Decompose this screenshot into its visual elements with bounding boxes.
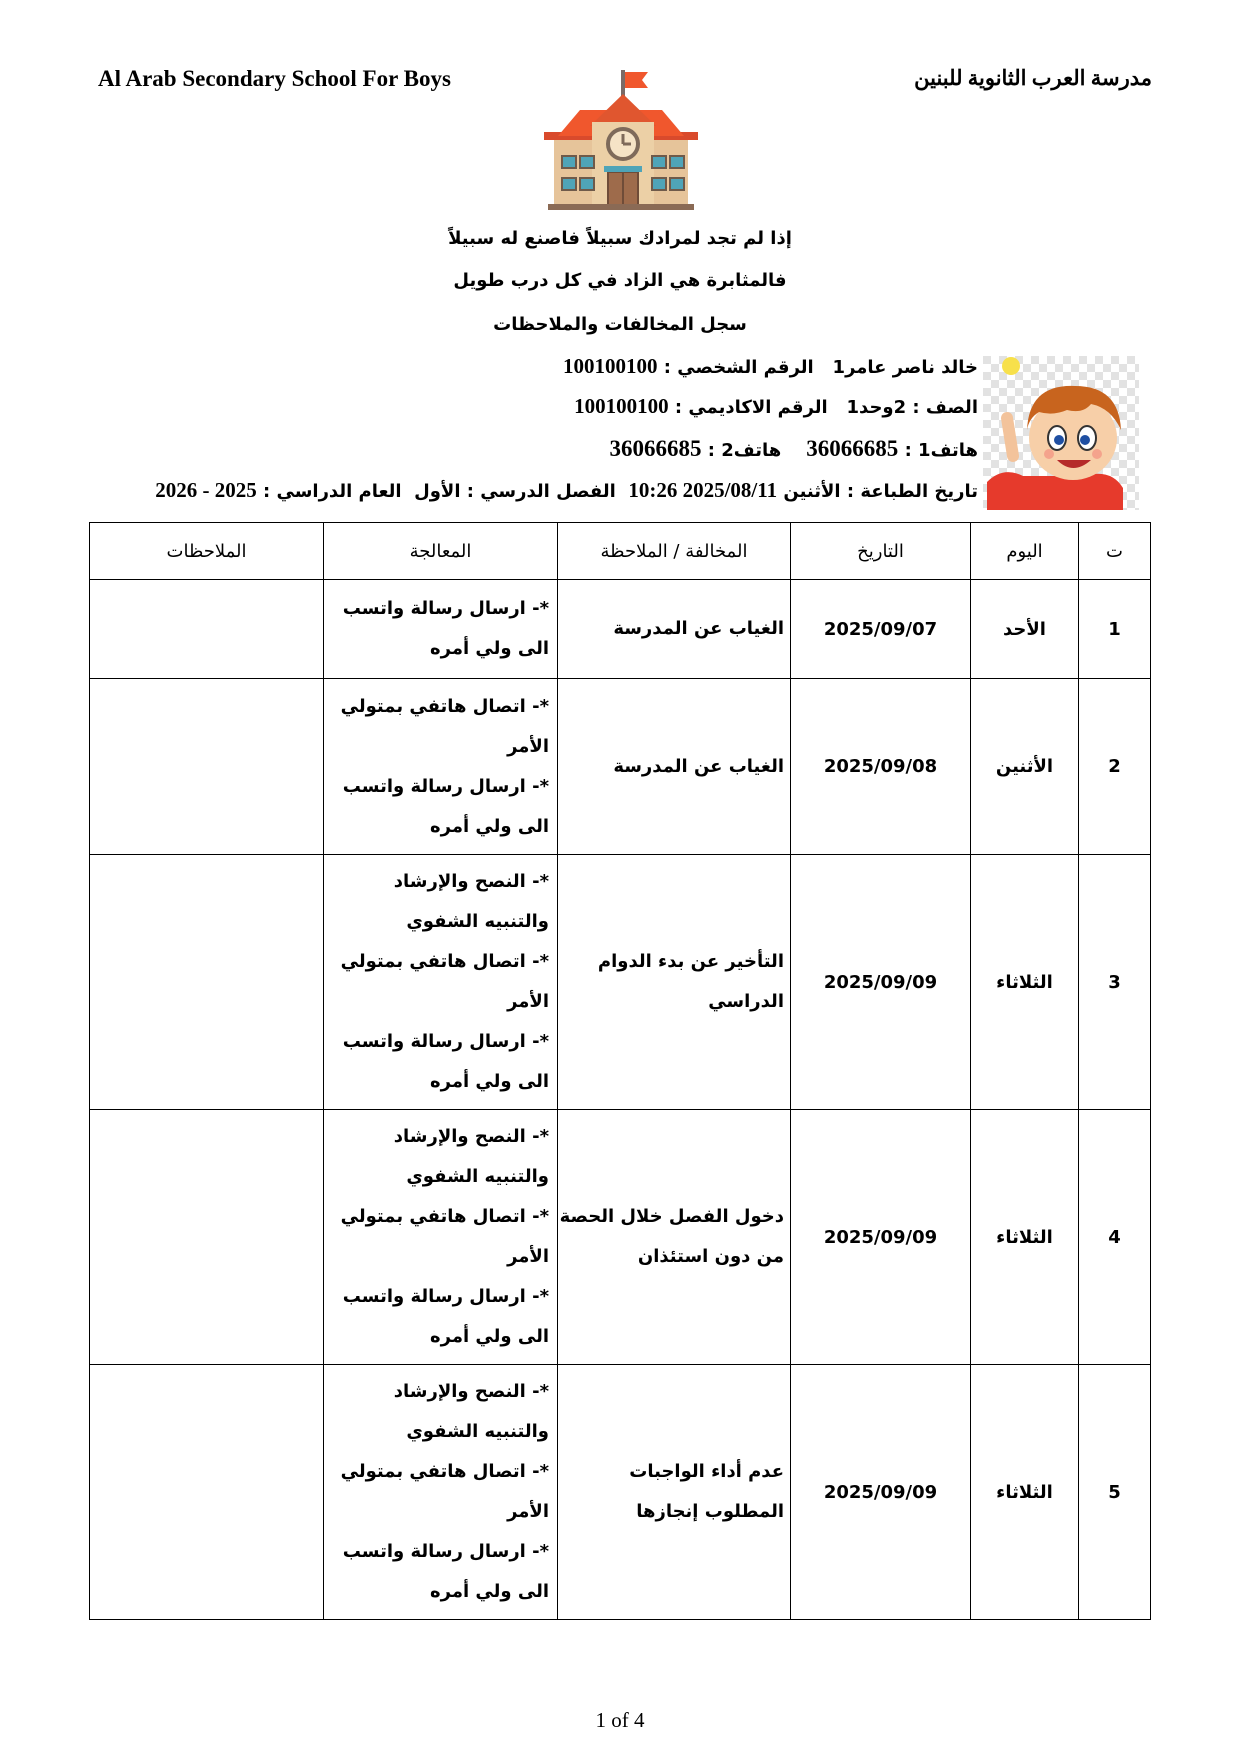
row-violation xyxy=(558,679,791,855)
row-index: 3 xyxy=(1079,855,1151,1110)
treatment-line: *- النصح والإرشاد xyxy=(393,1381,549,1402)
row-day: الثلاثاء xyxy=(971,855,1079,1110)
student-name: خالد ناصر عامر1 xyxy=(832,357,978,378)
row-treatment xyxy=(324,679,558,855)
row-day: الأثنين xyxy=(971,679,1079,855)
row-date: 2025/09/09 xyxy=(791,1365,971,1620)
treatment-line: *- ارسال رسالة واتسب xyxy=(342,1031,549,1052)
treatment-line: الى ولي أمره xyxy=(430,1581,549,1602)
header-treatment: المعالجة xyxy=(324,523,558,580)
header-notes: الملاحظات xyxy=(90,523,324,580)
treatment-line: *- اتصال هاتفي بمتولي xyxy=(340,951,549,972)
row-treatment xyxy=(324,855,558,1110)
treatment-line: الى ولي أمره xyxy=(430,1326,549,1347)
row-day: الأحد xyxy=(971,580,1079,679)
row-index: 1 xyxy=(1079,580,1151,679)
table-row xyxy=(90,1110,1151,1365)
violations-table xyxy=(89,522,1151,1620)
violation-line: الدراسي xyxy=(708,991,784,1012)
treatment-line: *- اتصال هاتفي بمتولي xyxy=(340,695,549,717)
phone1: 36066685 xyxy=(806,436,899,461)
school-building-icon xyxy=(540,66,702,214)
school-name-arabic: مدرسة العرب الثانوية للبنين xyxy=(914,66,1152,90)
table-row xyxy=(90,679,1151,855)
violation-line: من دون استئذان xyxy=(637,1246,784,1267)
violation-line: الغياب عن المدرسة xyxy=(613,755,784,777)
violation-line: الغياب عن المدرسة xyxy=(613,618,784,639)
row-date: 2025/09/09 xyxy=(791,1110,971,1365)
academic-id-label: الرقم الاكاديمي : xyxy=(674,397,828,418)
academic-id: 100100100 xyxy=(574,394,669,418)
row-notes xyxy=(90,1365,324,1620)
class-value: 2وحد1 xyxy=(846,397,907,418)
row-index: 2 xyxy=(1079,679,1151,855)
row-index: 4 xyxy=(1079,1110,1151,1365)
treatment-line: الأمر xyxy=(507,735,549,757)
row-index: 5 xyxy=(1079,1365,1151,1620)
treatment-line: والتنبيه الشفوي xyxy=(406,1421,549,1442)
print-date: 2025/08/11 10:26 xyxy=(628,478,778,502)
row-violation xyxy=(558,855,791,1110)
personal-id: 100100100 xyxy=(563,354,658,378)
header-violation: المخالفة / الملاحظة xyxy=(558,523,791,580)
treatment-line: الى ولي أمره xyxy=(430,1071,549,1092)
treatment-line: *- اتصال هاتفي بمتولي xyxy=(340,1206,549,1227)
violation-line: دخول الفصل خلال الحصة xyxy=(559,1206,784,1227)
treatment-line: الى ولي أمره xyxy=(430,638,549,659)
header-date: التاريخ xyxy=(791,523,971,580)
row-notes xyxy=(90,580,324,679)
row-violation xyxy=(558,1110,791,1365)
motto-line-2: فالمثابرة هي الزاد في كل درب طويل xyxy=(453,270,787,291)
year-label: العام الدراسي : xyxy=(263,481,402,502)
treatment-line: *- النصح والإرشاد xyxy=(393,1126,549,1147)
treatment-line: الأمر xyxy=(507,1246,549,1267)
student-class-line xyxy=(574,394,978,419)
treatment-line: الأمر xyxy=(507,991,549,1012)
table-row xyxy=(90,1365,1151,1620)
school-name-english: Al Arab Secondary School For Boys xyxy=(98,66,451,91)
student-name-line xyxy=(563,354,978,379)
print-info-line xyxy=(155,478,978,503)
row-treatment xyxy=(324,1110,558,1365)
class-label: الصف : xyxy=(912,397,978,418)
row-treatment xyxy=(324,580,558,679)
row-notes xyxy=(90,855,324,1110)
treatment-line: والتنبيه الشفوي xyxy=(406,911,549,932)
row-violation xyxy=(558,580,791,679)
print-date-label: تاريخ الطباعة : الأثنين xyxy=(783,481,978,502)
row-violation xyxy=(558,1365,791,1620)
row-day: الثلاثاء xyxy=(971,1110,1079,1365)
row-treatment xyxy=(324,1365,558,1620)
treatment-line: الى ولي أمره xyxy=(430,815,549,837)
phone2: 36066685 xyxy=(609,436,702,461)
phone1-label: هاتف1 : xyxy=(904,440,978,461)
violation-line: المطلوب إنجازها xyxy=(636,1501,784,1522)
violation-line: التأخير عن بدء الدوام xyxy=(597,951,784,972)
treatment-line: الأمر xyxy=(507,1501,549,1522)
academic-year: 2025 - 2026 xyxy=(155,478,257,502)
treatment-line: *- ارسال رسالة واتسب xyxy=(342,775,549,797)
row-date: 2025/09/07 xyxy=(791,580,971,679)
violation-line: عدم أداء الواجبات xyxy=(629,1461,784,1482)
treatment-line: *- ارسال رسالة واتسب xyxy=(342,1541,549,1562)
page-number: 1 of 4 xyxy=(595,1708,645,1732)
record-title: سجل المخالفات والملاحظات xyxy=(493,314,747,335)
treatment-line: *- ارسال رسالة واتسب xyxy=(342,1286,549,1307)
row-notes xyxy=(90,1110,324,1365)
treatment-line: *- ارسال رسالة واتسب xyxy=(342,598,549,619)
treatment-line: والتنبيه الشفوي xyxy=(406,1166,549,1187)
header-index: ت xyxy=(1079,523,1151,580)
phones-line xyxy=(609,436,978,462)
row-notes xyxy=(90,679,324,855)
table-row xyxy=(90,855,1151,1110)
semester: الفصل الدرسي : الأول xyxy=(414,481,616,502)
student-avatar xyxy=(983,356,1139,510)
motto-line-1: إذا لم تجد لمرادك سبيلاً فاصنع له سبيلاً xyxy=(448,228,792,249)
row-date: 2025/09/08 xyxy=(791,679,971,855)
treatment-line: *- اتصال هاتفي بمتولي xyxy=(340,1461,549,1482)
table-row xyxy=(90,580,1151,679)
header-day: اليوم xyxy=(971,523,1079,580)
table-header-row xyxy=(90,523,1151,580)
phone2-label: هاتف2 : xyxy=(707,440,782,461)
personal-id-label: الرقم الشخصي : xyxy=(663,357,814,378)
row-day: الثلاثاء xyxy=(971,1365,1079,1620)
treatment-line: *- النصح والإرشاد xyxy=(393,871,549,892)
row-date: 2025/09/09 xyxy=(791,855,971,1110)
